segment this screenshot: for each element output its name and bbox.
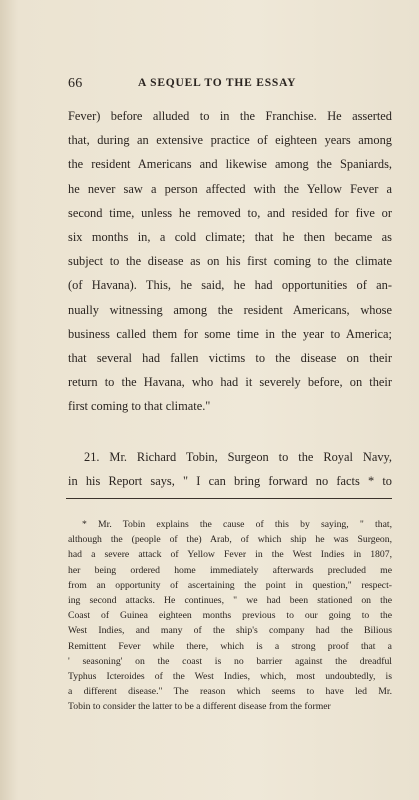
footnote-line: although the (people of the) Arab, of which ship he was Surgeon, [68,534,392,546]
footnote-line: Remittent Fever while there, which is a strong proof that a [68,640,392,652]
footnote-line: her being ordered home immediately afterwards precluded me [68,564,392,576]
text-line: the resident Americans and likewise among the Spaniards, [68,157,392,172]
text-line: subject to the disease as on his first coming to the climate [68,254,392,269]
footnote-line: had a severe attack of Yellow Fever in the West Indies in 1807, [68,549,392,561]
footnote-divider [66,498,392,499]
text-line: nually witnessing among the resident Americans, whose [68,302,392,317]
footnote-line: Tobin to consider the latter to be a different disease from the former [68,701,331,713]
paragraph-tobin [68,445,392,493]
text-line: 21. Mr. Richard Tobin, Surgeon to the Royal Navy, [84,449,392,464]
text-line: business called them for some time in the year to America; [68,326,392,341]
text-line: six months in, a cold climate; that he then became as [68,230,392,245]
footnote [68,517,392,715]
page-number: 66 [68,76,83,91]
footnote-line: West Indies, and many of the ship's company had the Bilious [68,625,392,637]
footnote-line: a different disease." The reason which seems to have led Mr. [68,686,392,698]
running-title: A SEQUEL TO THE ESSAY [138,77,297,89]
text-line: return to the Havana, who had it severely before, on their [68,375,392,390]
text-line: Fever) before alluded to in the Franchise. He asserted [68,109,392,123]
text-line: that, during an extensive practice of eighteen years among [68,133,392,148]
main-text [68,104,392,493]
paragraph-havana [68,104,392,419]
text-line: first coming to that climate." [68,399,211,414]
text-line: in his Report says, " I can bring forward no facts * to [68,473,392,488]
text-line: he never saw a person affected with the Yellow Fever a [68,181,392,196]
footnote-line: * Mr. Tobin explains the cause of this by saying, " that, [82,519,392,530]
footnote-line: ing second attacks. He continues, " we had been stationed on the [68,595,392,607]
footnote-line: ' seasoning' on the coast is no barrier against the dreadful [68,655,392,667]
text-line: (of Havana). This, he said, he had opportunities of an- [68,278,392,293]
text-line: that several had fallen victims to the disease on their [68,351,392,366]
footnote-line: Coast of Guinea eighteen months previous to our going to the [68,610,392,622]
text-line: second time, unless he removed to, and resided for five or [68,205,392,220]
footnote-line: from an opportunity of ascertaining the point in question," respect- [68,579,392,591]
footnote-line: Typhus Icteroides of the West Indies, which, most undoubtedly, is [68,671,392,683]
